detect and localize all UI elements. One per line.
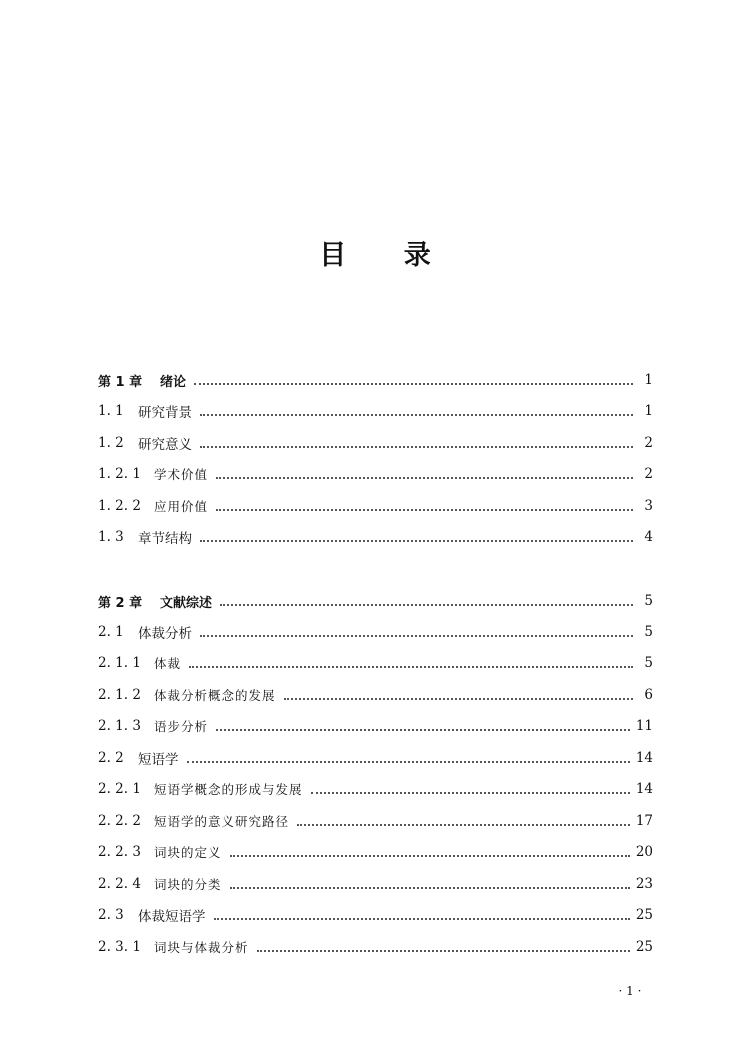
toc-entry-title: 体裁分析概念的发展 [154,688,276,703]
toc-entry-page: 25 [635,907,653,923]
toc-dot-leader [200,446,633,448]
toc-entry-title: 体裁分析 [138,626,192,642]
toc-entry-2-2-4[interactable] [98,873,653,895]
toc-entry-number: 1. 3 [98,529,124,545]
toc-entry-chapter-2[interactable] [98,590,653,612]
toc-entry-number: 2. 1. 2 [98,687,141,703]
toc-dot-leader [297,824,630,826]
toc-entry-title: 词块的分类 [154,877,222,892]
toc-entry-title: 词块的定义 [154,845,222,860]
toc-dot-leader [200,635,633,637]
toc-entry-title: 绪论 [160,374,187,390]
toc-entry-2-2-2[interactable] [98,810,653,832]
toc-entry-title: 体裁短语学 [138,909,206,925]
toc-entry-page: 14 [635,781,653,797]
toc-entry-page: 17 [635,813,653,829]
toc-entry-number: 2. 3. 1 [98,939,141,955]
toc-entry-page: 1 [644,372,653,388]
toc-entry-title: 短语学概念的形成与发展 [154,782,303,797]
toc-dot-leader [230,855,630,857]
toc-entry-2-3-1[interactable] [98,936,653,958]
toc-entry-page: 6 [644,687,653,703]
toc-entry-title: 体裁 [154,656,182,671]
toc-entry-page: 25 [635,939,653,955]
toc-entry-page: 5 [644,593,653,609]
toc-dot-leader [284,698,633,700]
toc-entry-number: 1. 2 [98,435,124,451]
toc-entry-1-3[interactable] [98,526,653,548]
toc-entry-number: 2. 1. 1 [98,655,141,671]
toc-entry-1-2[interactable] [98,432,653,454]
toc-entry-number: 1. 1 [98,403,124,419]
toc-entry-1-1[interactable] [98,400,653,422]
toc-entry-page: 4 [644,529,653,545]
toc-dot-leader [257,950,630,952]
toc-entry-2-1[interactable] [98,621,653,643]
toc-entry-2-2[interactable] [98,747,653,769]
toc-entry-2-3[interactable] [98,904,653,926]
toc-dot-leader [200,414,633,416]
toc-entry-number: 2. 2. 3 [98,844,141,860]
footer-page-number: · 1 · [618,984,642,998]
toc-entry-page: 23 [635,876,653,892]
toc-entry-number: 2. 3 [98,907,124,923]
toc-entry-page: 11 [635,718,653,734]
toc-entry-title: 短语学 [138,752,179,768]
toc-entry-title: 学术价值 [154,467,209,482]
toc-entry-number: 2. 1 [98,624,124,640]
toc-entry-title: 词块与体裁分析 [154,940,249,955]
toc-entry-number: 2. 2. 4 [98,876,141,892]
toc-entry-page: 2 [644,435,653,451]
toc-entry-2-1-3[interactable] [98,715,653,737]
toc-entry-2-1-2[interactable] [98,684,653,706]
toc-dot-leader [216,509,633,511]
toc-entry-number: 1. 2. 2 [98,498,141,514]
toc-entry-page: 5 [644,624,653,640]
toc-entry-1-2-1[interactable] [98,463,653,485]
toc-entry-title: 章节结构 [138,531,192,547]
toc-entry-page: 2 [644,466,653,482]
toc-entry-number: 2. 2 [98,750,124,766]
toc-dot-leader [187,761,630,763]
toc-dot-leader [200,540,633,542]
toc-entry-title: 研究意义 [138,437,192,453]
toc-entry-number: 2. 2. 1 [98,781,141,797]
toc-dot-leader [230,887,630,889]
toc-dot-leader [220,604,633,606]
toc-dot-leader [189,666,633,668]
toc-entry-2-2-3[interactable] [98,841,653,863]
toc-entry-page: 5 [644,655,653,671]
toc-entry-number: 1. 2. 1 [98,466,141,482]
toc-entry-2-2-1[interactable] [98,778,653,800]
toc-entry-title: 应用价值 [154,499,209,514]
toc-entry-page: 20 [635,844,653,860]
toc-dot-leader [194,383,633,385]
toc-entry-title: 文献综述 [160,595,213,611]
toc-entry-title: 研究背景 [138,405,192,421]
toc-entry-number: 2. 2. 2 [98,813,141,829]
toc-entry-title: 语步分析 [154,719,209,734]
toc-entry-2-1-1[interactable] [98,652,653,674]
toc-entry-number: 第 2 章 [98,595,143,611]
toc-entry-page: 3 [644,498,653,514]
toc-dot-leader [214,918,630,920]
toc-dot-leader [216,477,633,479]
toc-entry-1-2-2[interactable] [98,495,653,517]
toc-dot-leader [311,792,630,794]
toc-entry-page: 14 [635,750,653,766]
toc-dot-leader [216,729,630,731]
toc-entry-number: 2. 1. 3 [98,718,141,734]
page-title: 目 录 [319,240,455,271]
toc-entry-title: 短语学的意义研究路径 [154,814,290,829]
toc-entry-number: 第 1 章 [98,374,143,390]
toc-entry-chapter-1[interactable] [98,369,653,391]
toc-entry-page: 1 [644,403,653,419]
